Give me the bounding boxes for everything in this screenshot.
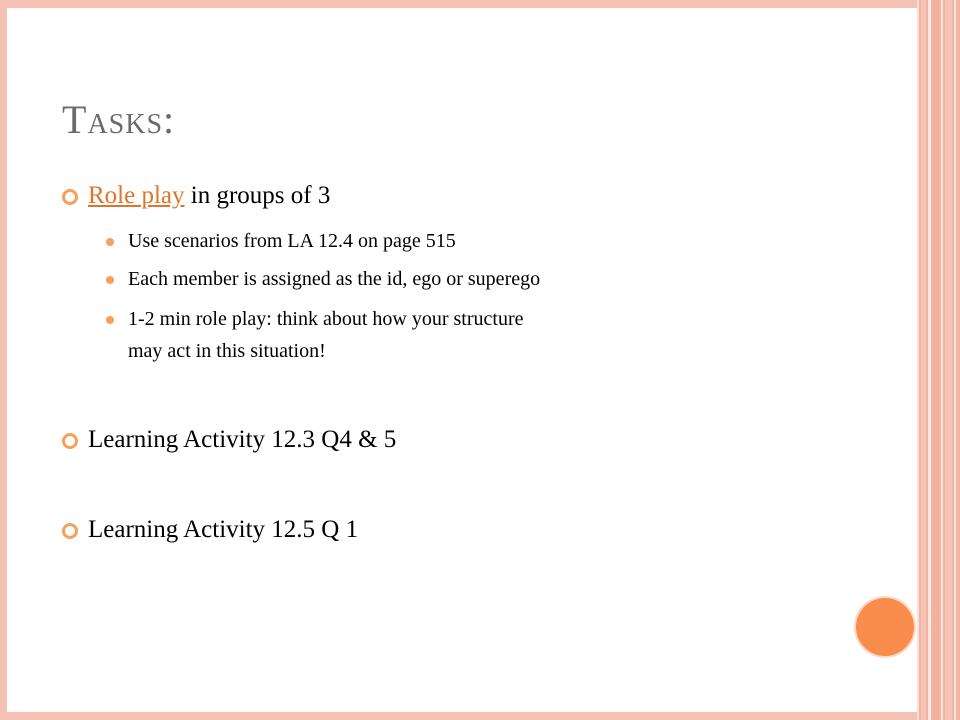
dot-bullet-icon: [106, 276, 114, 284]
slide-frame-left: [0, 0, 7, 720]
slide-title-initial: T: [62, 97, 88, 142]
right-stripe: [921, 0, 926, 720]
sub-bullet-text: 1-2 min role play: think about how your structure: [128, 308, 524, 330]
sub-bullet-text: may act in this situation!: [128, 340, 326, 362]
bullet-text: Learning Activity 12.5 Q 1: [88, 516, 359, 543]
sub-bullet-text: Each member is assigned as the id, ego or superego: [128, 268, 541, 290]
orange-circle-decoration: [856, 598, 914, 656]
bullet-role-play-text: in groups of 3: [184, 182, 331, 209]
ring-bullet-icon: [62, 523, 78, 539]
slide-title-rest: ASKS: [87, 109, 164, 140]
slide-title-colon: :: [163, 97, 176, 142]
bullet-text: [88, 180, 330, 212]
right-stripe: [954, 0, 956, 720]
role-play-link[interactable]: Role play: [88, 182, 185, 209]
right-stripe: [945, 0, 952, 720]
bullet-text: Learning Activity 12.3 Q4 & 5: [88, 426, 397, 453]
ring-bullet-icon: [62, 433, 78, 449]
ring-bullet-icon: [62, 189, 78, 205]
right-stripe: [917, 0, 919, 720]
slide-title: [62, 97, 176, 142]
right-stripe: [941, 0, 943, 720]
right-stripe: [933, 0, 939, 720]
sub-bullet-text: Use scenarios from LA 12.4 on page 515: [128, 230, 456, 252]
dot-bullet-icon: [106, 238, 114, 246]
right-stripe: [928, 0, 931, 720]
slide-frame-top: [0, 0, 960, 8]
slide-frame-bottom: [0, 712, 960, 720]
dot-bullet-icon: [106, 316, 114, 324]
